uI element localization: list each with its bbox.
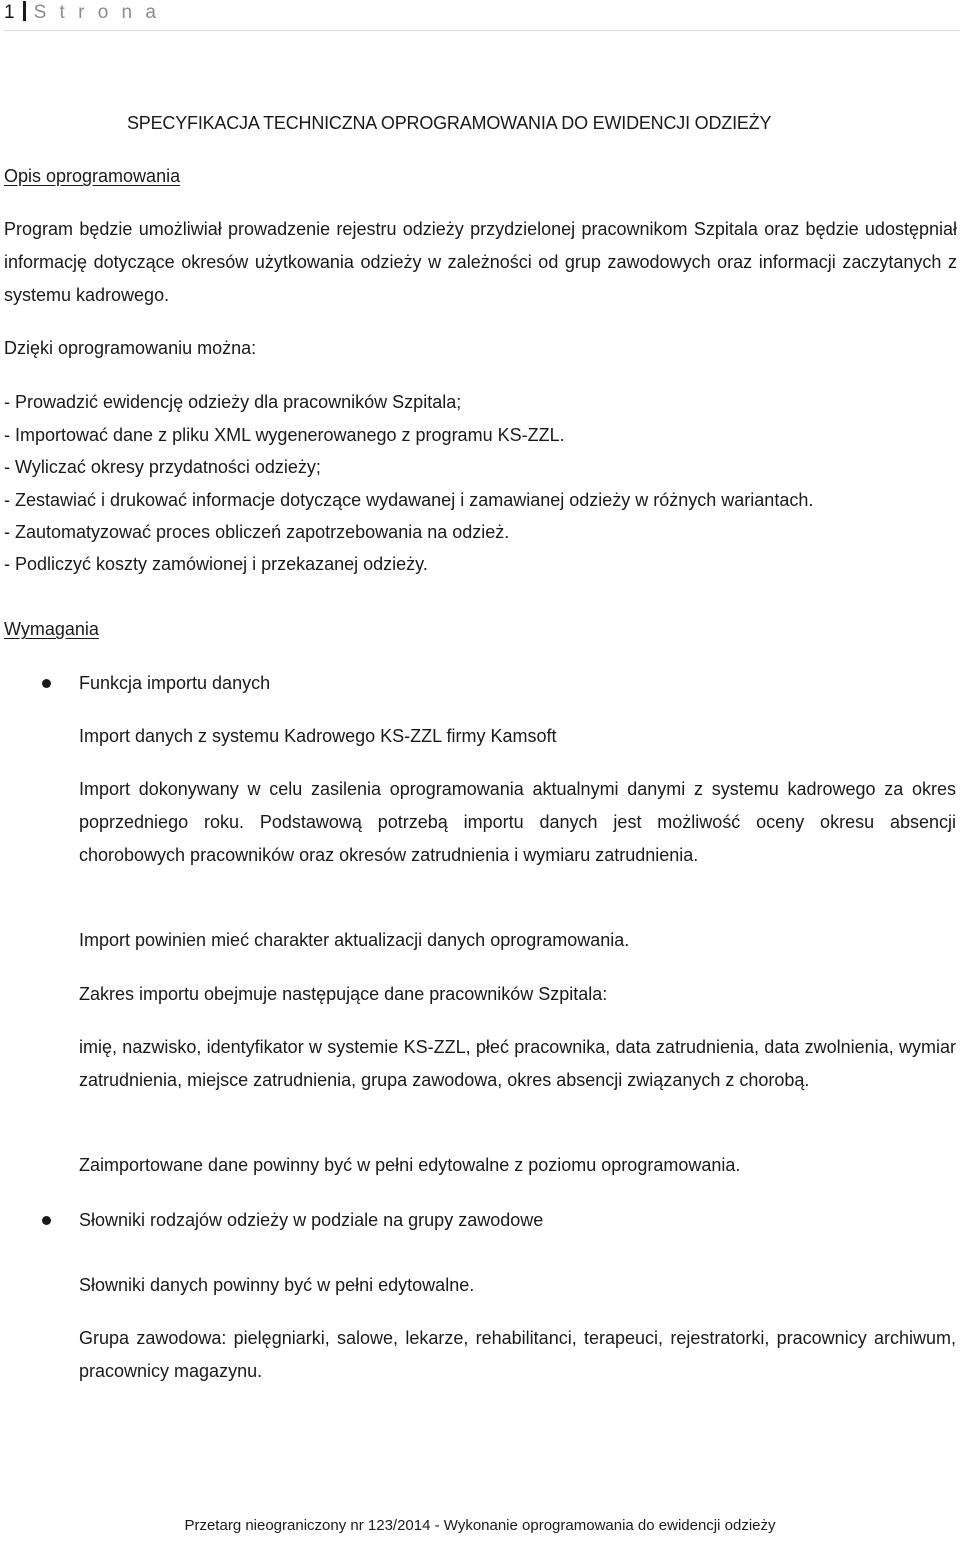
capability-item: - Prowadzić ewidencję odzieży dla pracowników Szpitala; <box>4 392 462 412</box>
import-purpose: Import dokonywany w celu zasilenia oprogramowania aktualnymi danymi z systemu kadrowego za okres poprzedniego roku. Podstawową potrzebą importu danych jest możliwość oceny okresu absencji chorobowych pracowników oraz okresów zatrudnienia i wymiaru zatrudnienia. <box>79 779 956 865</box>
import-scope-lead: Zakres importu obejmuje następujące dane pracowników Szpitala: <box>79 984 608 1004</box>
capability-item: - Importować dane z pliku XML wygenerowanego z programu KS-ZZL. <box>4 425 565 445</box>
intro-paragraph: Program będzie umożliwiał prowadzenie rejestru odzieży przydzielonej pracownikom Szpitala oraz będzie udostępniał informację dotyczące okresów użytkowania odzieży w zależności od grup zawodowych oraz informacji zaczytanych z systemu kadrowego. <box>4 219 957 305</box>
bullet-icon <box>42 679 51 688</box>
page-number: 1 <box>4 2 15 23</box>
section-heading-requirements: Wymagania <box>4 619 99 639</box>
requirement-title: Funkcja importu danych <box>79 673 271 693</box>
bullet-icon <box>42 1216 51 1225</box>
page-label: S t r o n a <box>33 2 160 23</box>
page-header <box>4 0 960 31</box>
document-title: SPECYFIKACJA TECHNICZNA OPROGRAMOWANIA DO EWIDENCJI ODZIEŻY <box>127 113 772 133</box>
dictionary-editability: Słowniki danych powinny być w pełni edytowalne. <box>79 1275 475 1295</box>
import-scope-fields: imię, nazwisko, identyfikator w systemie KS-ZZL, płeć pracownika, data zatrudnienia, data zwolnienia, wymiar zatrudnienia, miejsce zatrudnienia, grupa zawodowa, okres absencji związanych z chorobą. <box>79 1037 956 1090</box>
capability-item: - Zautomatyzować proces obliczeń zapotrzebowania na odzież. <box>4 522 510 542</box>
professional-groups: Grupa zawodowa: pielęgniarki, salowe, lekarze, rehabilitanci, terapeuci, rejestratorki, pracownicy archiwum, pracownicy magazynu. <box>79 1328 956 1381</box>
capability-item: - Wyliczać okresy przydatności odzieży; <box>4 457 321 477</box>
import-editability: Zaimportowane dane powinny być w pełni edytowalne z poziomu oprogramowania. <box>79 1155 741 1175</box>
capability-item: - Podliczyć koszty zamówionej i przekazanej odzieży. <box>4 554 428 574</box>
capability-item: - Zestawiać i drukować informacje dotyczące wydawanej i zamawianej odzieży w różnych wariantach. <box>4 490 814 510</box>
page-footer: Przetarg nieograniczony nr 123/2014 - Wykonanie oprogramowania do ewidencji odzieży <box>184 1517 776 1534</box>
section-heading-description: Opis oprogramowania <box>4 166 181 186</box>
requirement-title: Słowniki rodzajów odzieży w podziale na grupy zawodowe <box>79 1210 544 1230</box>
page-number-separator <box>23 1 26 21</box>
capabilities-lead: Dzięki oprogramowaniu można: <box>4 338 257 358</box>
import-source: Import danych z systemu Kadrowego KS-ZZL firmy Kamsoft <box>79 726 557 746</box>
import-character: Import powinien mieć charakter aktualizacji danych oprogramowania. <box>79 930 630 950</box>
